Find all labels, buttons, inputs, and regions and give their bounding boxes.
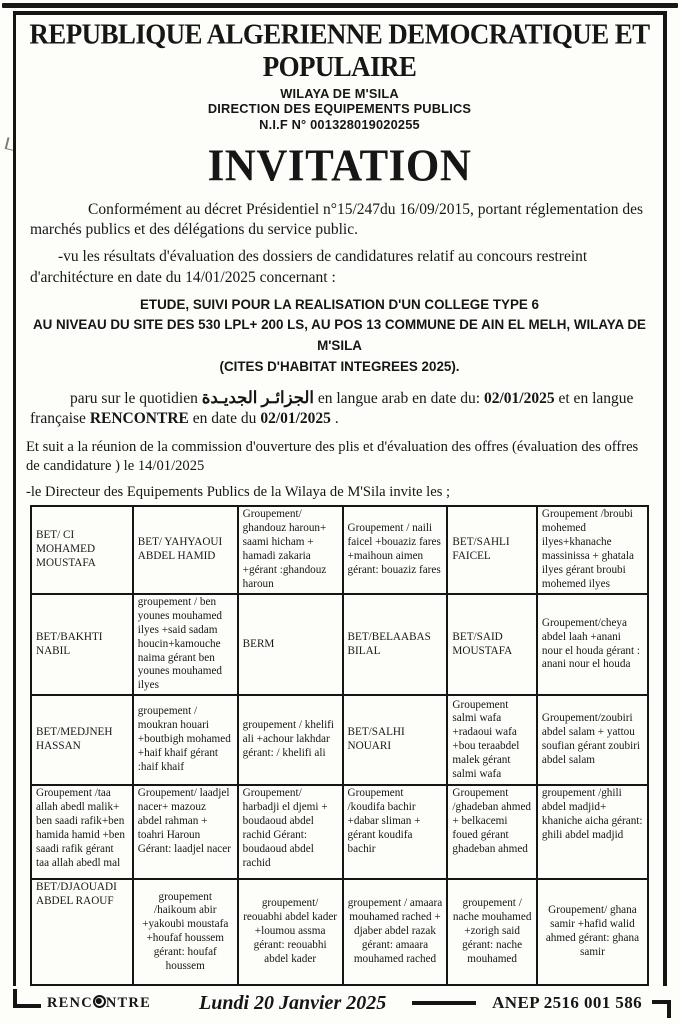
clipping-corner-right	[652, 1000, 671, 1018]
table-cell: Groupement /broubi mohemed ilyes+khanache massinissa + ghatala ilyes gérant broubi mohemed ilyes	[537, 506, 648, 594]
invite-line: -le Directeur des Equipements Publics de la Wilaya de M'Sila invite les ;	[26, 483, 451, 500]
table-cell: BET/ YAHYAOUI ABDEL HAMID	[133, 506, 238, 594]
project-subject	[26, 295, 653, 378]
evaluation-paragraph: -vu les résultats d'évaluation des dossiers de candidatures relatif au concours restreint d'architécture en date du 14/01/2025 concernant :	[30, 248, 588, 286]
nif-line: N.I.F N° 001328019020255	[259, 116, 420, 132]
table-cell: groupement / ben younes mouhamed ilyes +said sadam houcin+kamouche naima gérant ben younes mouhamed ilyes	[133, 594, 238, 695]
french-publication-date: 02/01/2025	[260, 409, 331, 427]
paru-text-4: en date du	[188, 409, 261, 427]
decree-paragraph: Conformément au décret Présidentiel n°15/247du 16/09/2015, portant réglementation des marchés publics et des délégations du service public.	[30, 201, 644, 239]
clipping-corner-left	[13, 989, 41, 1008]
table-cell: Groupement/ laadjel nacer+ mazouz abdel rahman + toahri Haroun Gérant: laadjel nacer	[133, 785, 238, 879]
rencontre-logo-pre: RENC	[47, 994, 93, 1011]
table-cell: groupement /ghili abdel madjid+ khaniche aicha gérant: ghili abdel madjid	[537, 785, 648, 879]
commission-paragraph: Et suit a la réunion de la commission d'ouverture des plis et d'évaluation des offres (évaluation des offres de candidature ) le 14/01/2025	[26, 439, 639, 474]
table-cell: Groupement salmi wafa +radaoui wafa +bou teraabdel malek gérant salmi wafa	[447, 695, 536, 785]
table-cell: BET/SAHLI FAICEL	[447, 506, 536, 594]
table-cell: Groupement/ harbadji el djemi + boudaoud abdel rachid Gérant: boudaoud abdel rachid	[238, 785, 343, 879]
invitation-title: INVITATION	[207, 141, 472, 192]
table-cell: BET/ CI MOHAMED MOUSTAFA	[31, 506, 133, 594]
table-row	[31, 594, 648, 695]
candidates-table	[30, 505, 649, 986]
clipping-top-edge	[2, 3, 678, 8]
direction-line: DIRECTION DES EQUIPEMENTS PUBLICS	[207, 101, 472, 117]
notice-border-box	[13, 11, 667, 989]
table-cell: groupement / amaara mouhamed rached + djaber abdel razak gérant: amaara mouhamed rached	[343, 879, 448, 985]
table-cell: BET/BELAABAS BILAL	[343, 594, 448, 695]
republic-title: REPUBLIQUE ALGERIENNE DEMOCRATIQUE ET POPULAIRE	[29, 18, 650, 83]
arab-publication-date: 02/01/2025	[484, 389, 555, 407]
anep-reference: ANEP 2516 001 586	[492, 993, 642, 1012]
table-cell: Groupement /taa allah abedl malik+ ben saadi rafik+ben hamida hamid +ben saadi rafik gérant taa allah abedl mal	[31, 785, 133, 879]
table-cell: BET/SAID MOUSTAFA	[447, 594, 536, 695]
table-cell: BERM	[238, 594, 343, 695]
table-cell: groupement / nache mouhamed +zorigh said gérant: nache mouhamed	[447, 879, 536, 985]
french-newspaper-name: RENCONTRE	[89, 409, 189, 427]
table-cell: Groupement / naili faicel +bouaziz fares +maihoun aimen gérant: bouaziz fares	[343, 506, 448, 594]
table-row	[31, 879, 648, 985]
paru-text-3: et en langue française	[30, 389, 634, 427]
table-cell: Groupement/zoubiri abdel salam + yattou soufian gérant zoubiri abdel salam	[537, 695, 648, 785]
table-cell: groupement / moukran houari +boutbigh mohamed +haif khaif gérant :haif khaif	[133, 695, 238, 785]
table-cell: BET/BAKHTI NABIL	[31, 594, 133, 695]
candidates-table-body	[31, 506, 648, 985]
table-cell: groupement / khelifi ali +achour lakhdar gérant: / khelifi ali	[238, 695, 343, 785]
table-cell: groupement/ reouabhi abdel kader +loumou assma gérant: reouabhi abdel kader	[238, 879, 343, 985]
paru-text-2: en langue arab en date du:	[314, 389, 484, 407]
paru-text-5: .	[330, 409, 339, 427]
subject-line-3: (CITES D'HABITAT INTEGREES 2025).	[219, 358, 460, 374]
subject-line-2: AU NIVEAU DU SITE DES 530 LPL+ 200 LS, AU POS 13 COMMUNE DE AIN EL MELH, WILAYA DE M'SILA	[33, 317, 646, 354]
publication-paragraph	[30, 387, 649, 429]
paru-text-1: paru sur le quotidien	[70, 389, 202, 407]
table-cell: Groupement /koudifa bachir +dabar sliman + gérant koudifa bachir	[343, 785, 448, 879]
table-cell: groupement /haikoum abir +yakoubi moustafa +houfaf houssem gérant: houfaf houssem	[133, 879, 238, 985]
table-row	[31, 785, 648, 879]
table-cell: BET/SALHI NOUARI	[343, 695, 448, 785]
wilaya-line: WILAYA DE M'SILA	[280, 86, 399, 102]
table-cell: Groupement/ ghana samir +hafid walid ahmed gérant: ghana samir	[537, 879, 648, 985]
table-cell: BET/MEDJNEH HASSAN	[31, 695, 133, 785]
publication-date: Lundi 20 Janvier 2025	[198, 991, 387, 1014]
rencontre-logo-post: NTRE	[105, 994, 151, 1011]
table-cell: Groupement/cheya abdel laah +anani nour el houda gérant : anani nour el houda	[537, 594, 648, 695]
footer-divider-line	[412, 1001, 476, 1005]
newspaper-footer	[13, 986, 671, 1020]
table-cell: Groupement /ghadeban ahmed + belkacemi foued gérant ghadeban ahmed	[447, 785, 536, 879]
rencontre-globe-icon	[93, 995, 106, 1008]
table-row	[31, 695, 648, 785]
table-cell: Groupement/ ghandouz haroun+ saami hicham + hamadi zakaria +gérant :ghandouz haroun	[238, 506, 343, 594]
arabic-newspaper-name: الجزائـر الجديـدة	[201, 387, 314, 407]
newspaper-logo	[47, 995, 151, 1012]
subject-line-1: ETUDE, SUIVI POUR LA REALISATION D'UN COLLEGE TYPE 6	[140, 296, 539, 312]
table-cell: BET/DJAOUADI ABDEL RAOUF	[31, 879, 133, 985]
table-row	[31, 506, 648, 594]
